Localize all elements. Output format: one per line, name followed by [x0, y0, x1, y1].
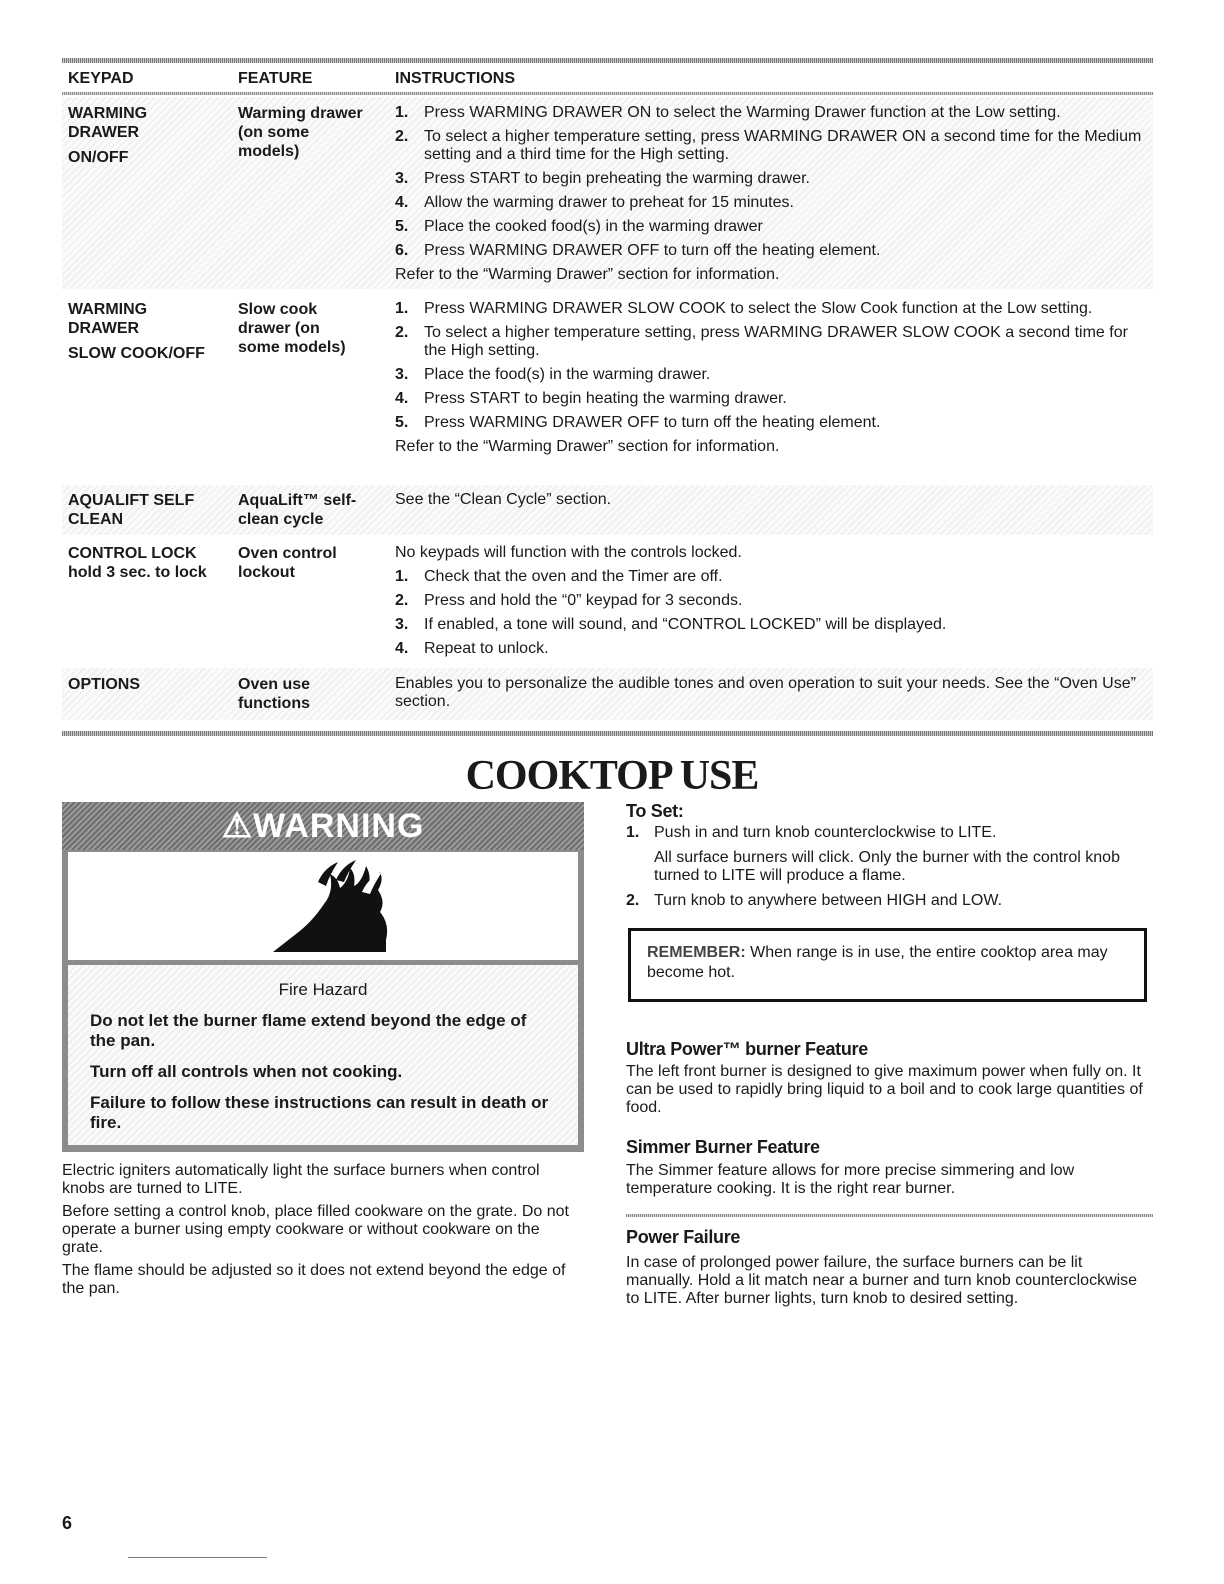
- instructions-cell: No keypads will function with the controls locked. 1. Check that the oven and the Timer are off. 2. Press and hold the “0” keypad for 3 seconds. 3. If enabled, a tone will sound, and “CONTROL LOCKED” will be displayed. 4. Repeat to unlock.: [395, 544, 1150, 664]
- power-failure-heading: Power Failure: [626, 1227, 741, 1247]
- feature-cell: Oven use functions: [238, 676, 311, 712]
- feature-cell: Slow cook drawer (on some models): [238, 301, 346, 356]
- row-note: Refer to the “Warming Drawer” section for information.: [395, 266, 780, 283]
- list-item: 6. Press WARMING DRAWER OFF to turn off the heating element.: [395, 242, 881, 259]
- footer-line: [128, 1557, 267, 1558]
- ultra-power-text: The left front burner is designed to give maximum power when fully on. It can be used to rapidly bring liquid to a boil and to cook large quantities of food.: [626, 1063, 1143, 1116]
- warning-line: Do not let the burner flame extend beyond the edge of the pan.: [90, 1011, 527, 1050]
- table-row-options: [62, 668, 1153, 720]
- header-instructions: INSTRUCTIONS: [395, 70, 515, 87]
- list-item: 4. Press START to begin heating the warming drawer.: [395, 390, 787, 407]
- list-item: 5. Place the cooked food(s) in the warming drawer: [395, 218, 763, 235]
- keypad-cell: WARMING DRAWER ON/OFF: [68, 105, 148, 166]
- simmer-heading: Simmer Burner Feature: [626, 1137, 820, 1157]
- list-item: 1. Press WARMING DRAWER SLOW COOK to select the Slow Cook function at the Low setting.: [395, 300, 1093, 317]
- instructions-cell: Enables you to personalize the audible tones and oven operation to suit your needs. See the “Oven Use” section.: [395, 675, 1136, 710]
- table-row-aqualift: [62, 485, 1153, 535]
- list-item: 1. Press WARMING DRAWER ON to select the Warming Drawer function at the Low setting.: [395, 104, 1061, 121]
- warning-line: Failure to follow these instructions can result in death or fire.: [90, 1093, 549, 1132]
- list-item: 1. Check that the oven and the Timer are off.: [395, 568, 723, 585]
- row-note: Refer to the “Warming Drawer” section for information.: [395, 438, 780, 455]
- header-rule: [62, 92, 1153, 95]
- warning-header: ⚠WARNING: [62, 802, 584, 850]
- keypad-cell: WARMING DRAWER SLOW COOK/OFF: [68, 301, 205, 362]
- list-item: 2. To select a higher temperature setting, press WARMING DRAWER SLOW COOK a second time for the High setting.: [395, 324, 1128, 359]
- table-row-warming-drawer: [62, 97, 1153, 289]
- remember-box: [628, 928, 1147, 1002]
- keypad-cell: OPTIONS: [68, 676, 141, 693]
- list-item: 4. Repeat to unlock.: [395, 640, 549, 657]
- warning-picture: [68, 852, 578, 960]
- keypad-cell: CONTROL LOCK hold 3 sec. to lock: [68, 545, 207, 581]
- paragraph: Before setting a control knob, place filled cookware on the grate. Do not operate a burner using empty cookware or without cookware on the grate.: [62, 1203, 569, 1256]
- hazard-title: Fire Hazard: [278, 980, 368, 999]
- simmer-text: The Simmer feature allows for more precise simmering and low temperature cooking. It is the right rear burner.: [626, 1162, 1075, 1197]
- list-item: 2. Press and hold the “0” keypad for 3 seconds.: [395, 592, 743, 609]
- list-item: 1. Push in and turn knob counterclockwise to LITE. All surface burners will click. Only the burner with the control knob turned to LITE will produce a flame.: [626, 824, 1146, 885]
- list-item: 3. Press START to begin preheating the warming drawer.: [395, 170, 810, 187]
- list-item: 2. Turn knob to anywhere between HIGH and LOW.: [626, 892, 1003, 909]
- warning-box: [62, 802, 584, 1152]
- instructions-cell: [395, 104, 1150, 284]
- step-note: All surface burners will click. Only the burner with the control knob turned to LITE will produce a flame.: [654, 849, 1120, 884]
- warning-triangle-icon: ⚠: [221, 807, 254, 845]
- warning-line: Turn off all controls when not cooking.: [90, 1062, 403, 1081]
- instructions-cell: See the “Clean Cycle” section.: [395, 491, 612, 508]
- header-keypad: KEYPAD: [68, 70, 134, 87]
- left-column-text: [62, 1162, 582, 1303]
- list-item: 3. If enabled, a tone will sound, and “CONTROL LOCKED” will be displayed.: [395, 616, 947, 633]
- paragraph: Electric igniters automatically light the surface burners when control knobs are turned to LITE.: [62, 1162, 540, 1197]
- remember-text: When range is in use, the entire cooktop area may become hot.: [647, 944, 1108, 981]
- list-item: 4. Allow the warming drawer to preheat for 15 minutes.: [395, 194, 794, 211]
- power-failure-text: In case of prolonged power failure, the surface burners can be lit manually. Hold a lit match near a burner and turn knob counterclockwise to LITE. After burner lights, turn knob to desired setting.: [626, 1254, 1138, 1307]
- table-bottom-rule: [62, 731, 1153, 736]
- section-rule: [626, 1214, 1153, 1217]
- header-feature: FEATURE: [238, 70, 313, 87]
- warning-body: [68, 965, 578, 1145]
- section-title: COOKTOP USE: [465, 753, 759, 799]
- feature-cell: Warming drawer (on some models): [238, 105, 363, 160]
- page-number: 6: [62, 1513, 73, 1533]
- to-set-steps: [626, 824, 1146, 915]
- list-item: 2. To select a higher temperature setting, press WARMING DRAWER ON a second time for the Medium setting and a third time for the High setting.: [395, 128, 1142, 163]
- list-item: 3. Place the food(s) in the warming drawer.: [395, 366, 711, 383]
- to-set-heading: To Set:: [626, 801, 684, 821]
- top-rule: [62, 58, 1153, 63]
- feature-cell: AquaLift™ self- clean cycle: [238, 492, 357, 528]
- table-row-control-lock: [62, 544, 1153, 666]
- remember-label: REMEMBER:: [647, 944, 746, 961]
- paragraph: The flame should be adjusted so it does not extend beyond the edge of the pan.: [62, 1262, 566, 1297]
- ultra-power-heading: Ultra Power™ burner Feature: [626, 1039, 868, 1059]
- instructions-cell: [395, 300, 1150, 456]
- feature-cell: Oven control lockout: [238, 545, 337, 581]
- list-item: 5. Press WARMING DRAWER OFF to turn off the heating element.: [395, 414, 881, 431]
- table-row-slow-cook: [62, 300, 1153, 482]
- fire-icon: [68, 852, 578, 960]
- keypad-cell: AQUALIFT SELF CLEAN: [68, 492, 195, 528]
